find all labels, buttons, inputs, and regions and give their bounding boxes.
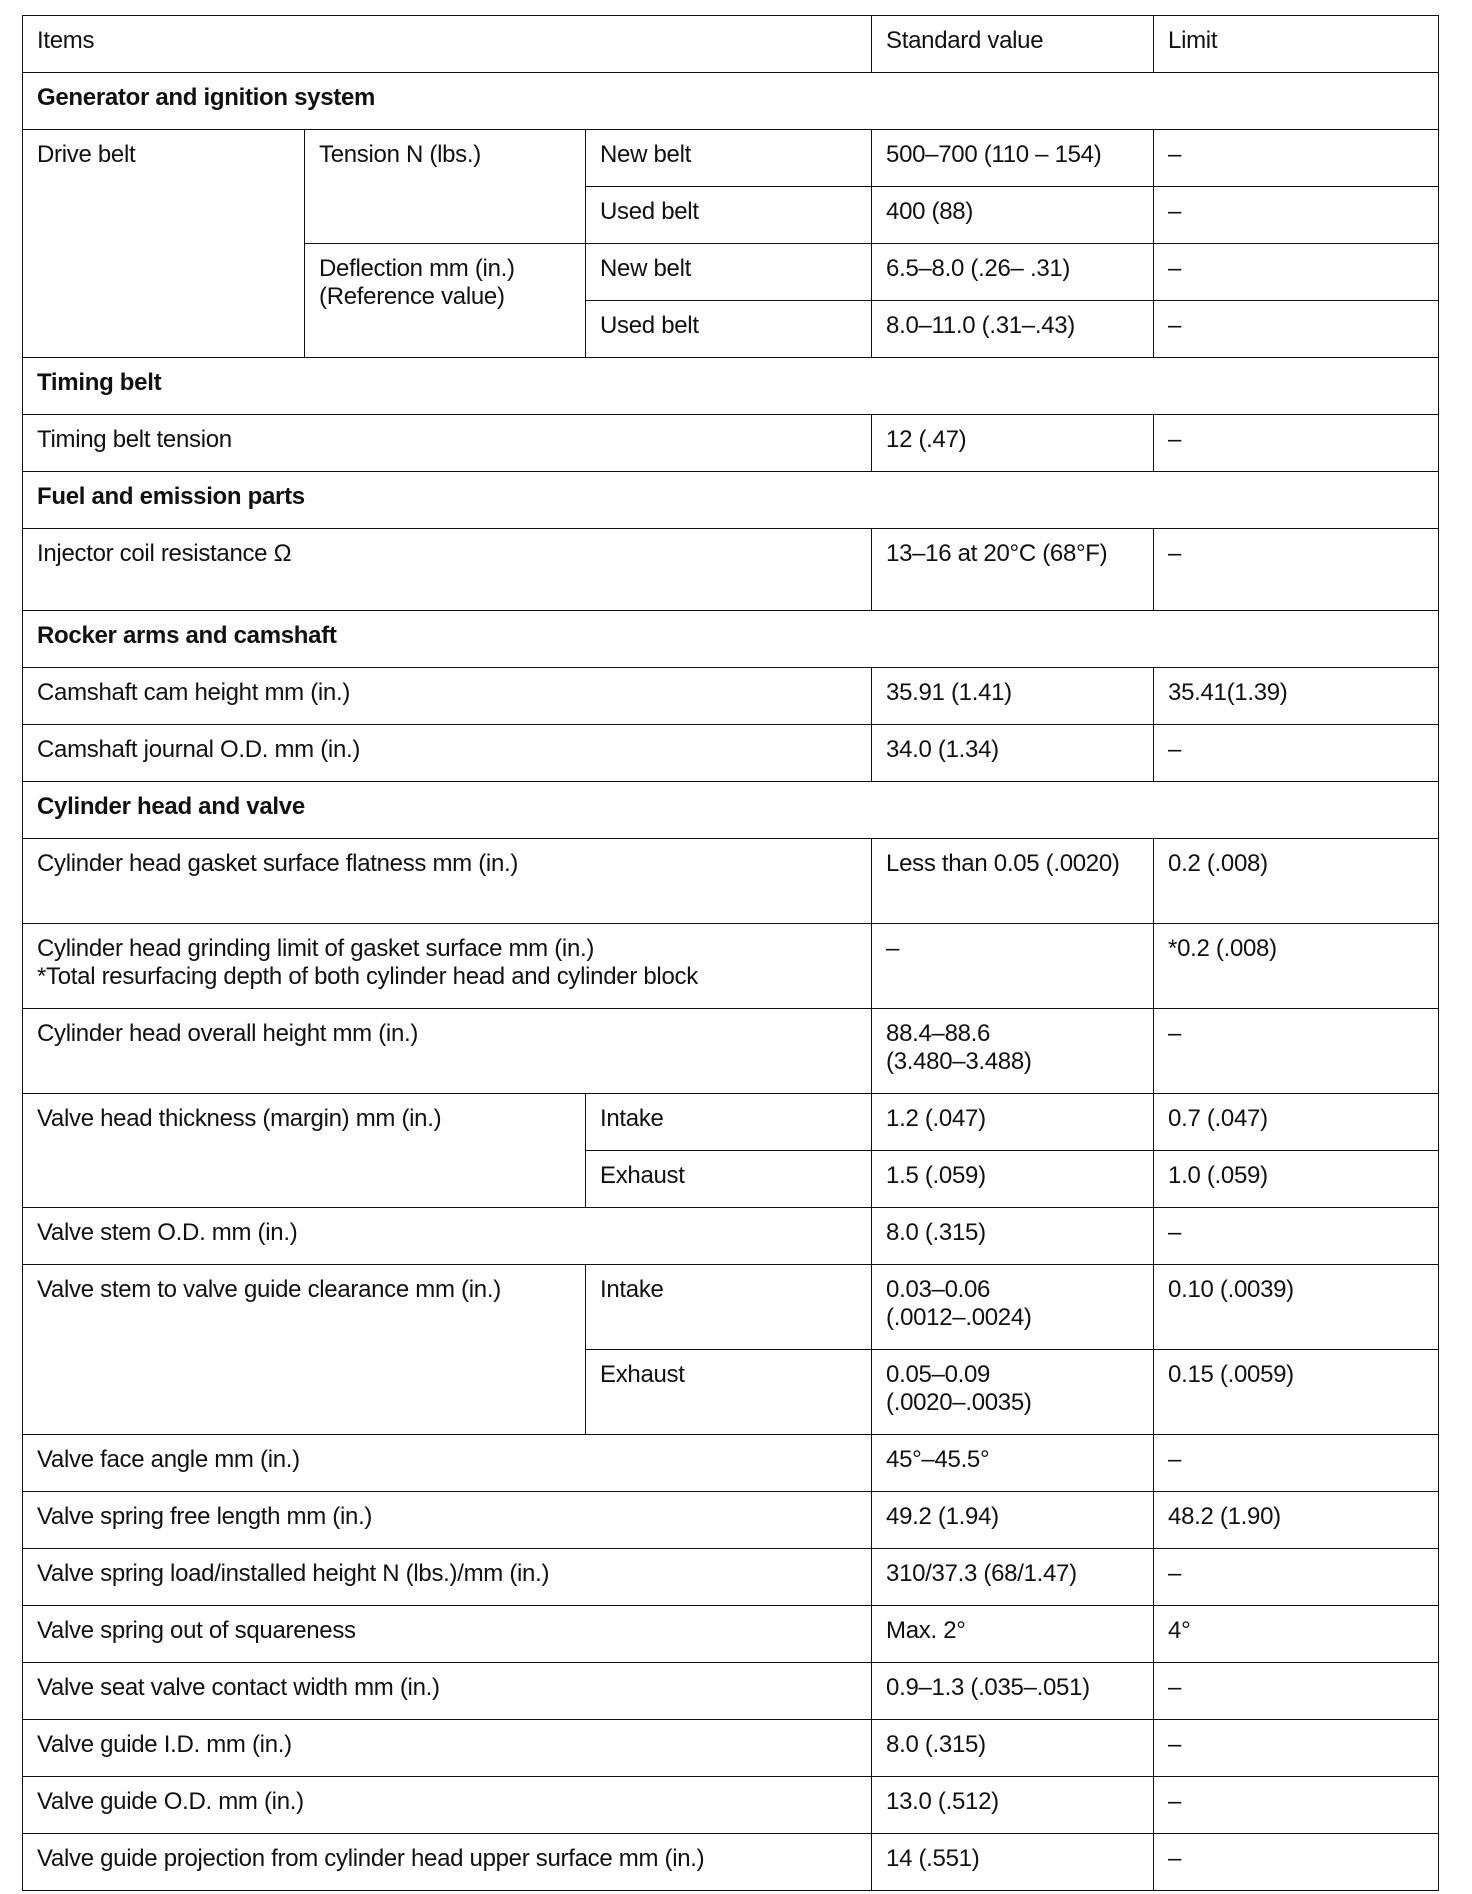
item-cell: Valve guide O.D. mm (in.) bbox=[23, 1777, 872, 1834]
limit-cell: – bbox=[1154, 301, 1439, 358]
condition-cell: Used belt bbox=[586, 301, 872, 358]
table-row bbox=[23, 1720, 1439, 1777]
limit-cell: 0.7 (.047) bbox=[1154, 1094, 1439, 1151]
standard-value-cell: 13.0 (.512) bbox=[872, 1777, 1154, 1834]
standard-value-cell: 88.4–88.6 (3.480–3.488) bbox=[872, 1009, 1154, 1094]
limit-cell: 0.10 (.0039) bbox=[1154, 1265, 1439, 1350]
table-row bbox=[23, 1834, 1439, 1891]
condition-cell: Exhaust bbox=[586, 1151, 872, 1208]
condition-cell: Intake bbox=[586, 1265, 872, 1350]
table-row bbox=[23, 839, 1439, 924]
item-cell: Cylinder head grinding limit of gasket surface mm (in.) *Total resurfacing depth of both cylinder head and cylinder block bbox=[23, 924, 872, 1009]
table-row bbox=[23, 1265, 1439, 1350]
item-cell: Valve guide I.D. mm (in.) bbox=[23, 1720, 872, 1777]
limit-cell: – bbox=[1154, 1777, 1439, 1834]
limit-cell: – bbox=[1154, 130, 1439, 187]
standard-value-cell: 35.91 (1.41) bbox=[872, 668, 1154, 725]
header-limit: Limit bbox=[1154, 16, 1439, 73]
limit-cell: – bbox=[1154, 1663, 1439, 1720]
limit-cell: 0.2 (.008) bbox=[1154, 839, 1439, 924]
subitem-cell: Tension N (lbs.) bbox=[305, 130, 586, 244]
condition-cell: Used belt bbox=[586, 187, 872, 244]
limit-cell: – bbox=[1154, 1720, 1439, 1777]
limit-cell: – bbox=[1154, 725, 1439, 782]
standard-value-cell: 12 (.47) bbox=[872, 415, 1154, 472]
condition-cell: New belt bbox=[586, 244, 872, 301]
limit-cell: – bbox=[1154, 415, 1439, 472]
standard-value-cell: 500–700 (110 – 154) bbox=[872, 130, 1154, 187]
table-row bbox=[23, 725, 1439, 782]
limit-cell: 4° bbox=[1154, 1606, 1439, 1663]
standard-value-cell: 8.0 (.315) bbox=[872, 1720, 1154, 1777]
section-title: Rocker arms and camshaft bbox=[23, 611, 1439, 668]
section-row bbox=[23, 73, 1439, 130]
standard-value-cell: 310/37.3 (68/1.47) bbox=[872, 1549, 1154, 1606]
standard-value-cell: 0.03–0.06 (.0012–.0024) bbox=[872, 1265, 1154, 1350]
standard-value-cell: 8.0 (.315) bbox=[872, 1208, 1154, 1265]
section-row bbox=[23, 472, 1439, 529]
header-standard-value: Standard value bbox=[872, 16, 1154, 73]
section-title: Cylinder head and valve bbox=[23, 782, 1439, 839]
standard-value-cell: 6.5–8.0 (.26– .31) bbox=[872, 244, 1154, 301]
limit-cell: – bbox=[1154, 187, 1439, 244]
section-row bbox=[23, 611, 1439, 668]
standard-value-cell: 1.2 (.047) bbox=[872, 1094, 1154, 1151]
limit-cell: – bbox=[1154, 1834, 1439, 1891]
standard-value-cell: 49.2 (1.94) bbox=[872, 1492, 1154, 1549]
item-cell: Timing belt tension bbox=[23, 415, 872, 472]
item-cell: Camshaft journal O.D. mm (in.) bbox=[23, 725, 872, 782]
subitem-cell: Deflection mm (in.) (Reference value) bbox=[305, 244, 586, 358]
item-cell: Camshaft cam height mm (in.) bbox=[23, 668, 872, 725]
section-title: Timing belt bbox=[23, 358, 1439, 415]
standard-value-cell: 0.9–1.3 (.035–.051) bbox=[872, 1663, 1154, 1720]
limit-cell: *0.2 (.008) bbox=[1154, 924, 1439, 1009]
section-title: Fuel and emission parts bbox=[23, 472, 1439, 529]
standard-value-cell: 34.0 (1.34) bbox=[872, 725, 1154, 782]
table-row bbox=[23, 1606, 1439, 1663]
table-row bbox=[23, 1208, 1439, 1265]
limit-cell: 0.15 (.0059) bbox=[1154, 1350, 1439, 1435]
item-cell: Valve guide projection from cylinder head upper surface mm (in.) bbox=[23, 1834, 872, 1891]
item-cell: Valve spring load/installed height N (lbs.)/mm (in.) bbox=[23, 1549, 872, 1606]
item-cell: Valve seat valve contact width mm (in.) bbox=[23, 1663, 872, 1720]
limit-cell: 35.41(1.39) bbox=[1154, 668, 1439, 725]
item-cell: Valve spring free length mm (in.) bbox=[23, 1492, 872, 1549]
table-row bbox=[23, 1777, 1439, 1834]
table-row bbox=[23, 415, 1439, 472]
table-row bbox=[23, 668, 1439, 725]
limit-cell: – bbox=[1154, 244, 1439, 301]
standard-value-cell: 0.05–0.09 (.0020–.0035) bbox=[872, 1350, 1154, 1435]
header-row bbox=[23, 16, 1439, 73]
table-row bbox=[23, 1663, 1439, 1720]
table-row bbox=[23, 924, 1439, 1009]
condition-cell: Exhaust bbox=[586, 1350, 872, 1435]
item-cell: Valve head thickness (margin) mm (in.) bbox=[23, 1094, 586, 1208]
limit-cell: – bbox=[1154, 1009, 1439, 1094]
table-row bbox=[23, 1549, 1439, 1606]
item-cell: Valve stem to valve guide clearance mm (in.) bbox=[23, 1265, 586, 1435]
condition-cell: New belt bbox=[586, 130, 872, 187]
standard-value-cell: 1.5 (.059) bbox=[872, 1151, 1154, 1208]
standard-value-cell: 400 (88) bbox=[872, 187, 1154, 244]
standard-value-cell: 14 (.551) bbox=[872, 1834, 1154, 1891]
standard-value-cell: Max. 2° bbox=[872, 1606, 1154, 1663]
standard-value-cell: – bbox=[872, 924, 1154, 1009]
item-cell: Valve stem O.D. mm (in.) bbox=[23, 1208, 872, 1265]
limit-cell: – bbox=[1154, 1208, 1439, 1265]
section-row bbox=[23, 358, 1439, 415]
item-cell: Cylinder head overall height mm (in.) bbox=[23, 1009, 872, 1094]
specifications-table bbox=[22, 15, 1439, 1891]
limit-cell: – bbox=[1154, 1435, 1439, 1492]
header-items: Items bbox=[23, 16, 872, 73]
condition-cell: Intake bbox=[586, 1094, 872, 1151]
table-row bbox=[23, 529, 1439, 611]
item-cell: Drive belt bbox=[23, 130, 305, 358]
table-row bbox=[23, 1094, 1439, 1151]
item-cell: Valve face angle mm (in.) bbox=[23, 1435, 872, 1492]
table-row bbox=[23, 130, 1439, 187]
table-row bbox=[23, 1435, 1439, 1492]
limit-cell: 1.0 (.059) bbox=[1154, 1151, 1439, 1208]
limit-cell: – bbox=[1154, 1549, 1439, 1606]
section-row bbox=[23, 782, 1439, 839]
section-title: Generator and ignition system bbox=[23, 73, 1439, 130]
standard-value-cell: 8.0–11.0 (.31–.43) bbox=[872, 301, 1154, 358]
limit-cell: – bbox=[1154, 529, 1439, 611]
limit-cell: 48.2 (1.90) bbox=[1154, 1492, 1439, 1549]
table-row bbox=[23, 1492, 1439, 1549]
item-cell: Injector coil resistance Ω bbox=[23, 529, 872, 611]
item-cell: Cylinder head gasket surface flatness mm (in.) bbox=[23, 839, 872, 924]
item-cell: Valve spring out of squareness bbox=[23, 1606, 872, 1663]
table-row bbox=[23, 1009, 1439, 1094]
standard-value-cell: Less than 0.05 (.0020) bbox=[872, 839, 1154, 924]
standard-value-cell: 45°–45.5° bbox=[872, 1435, 1154, 1492]
standard-value-cell: 13–16 at 20°C (68°F) bbox=[872, 529, 1154, 611]
